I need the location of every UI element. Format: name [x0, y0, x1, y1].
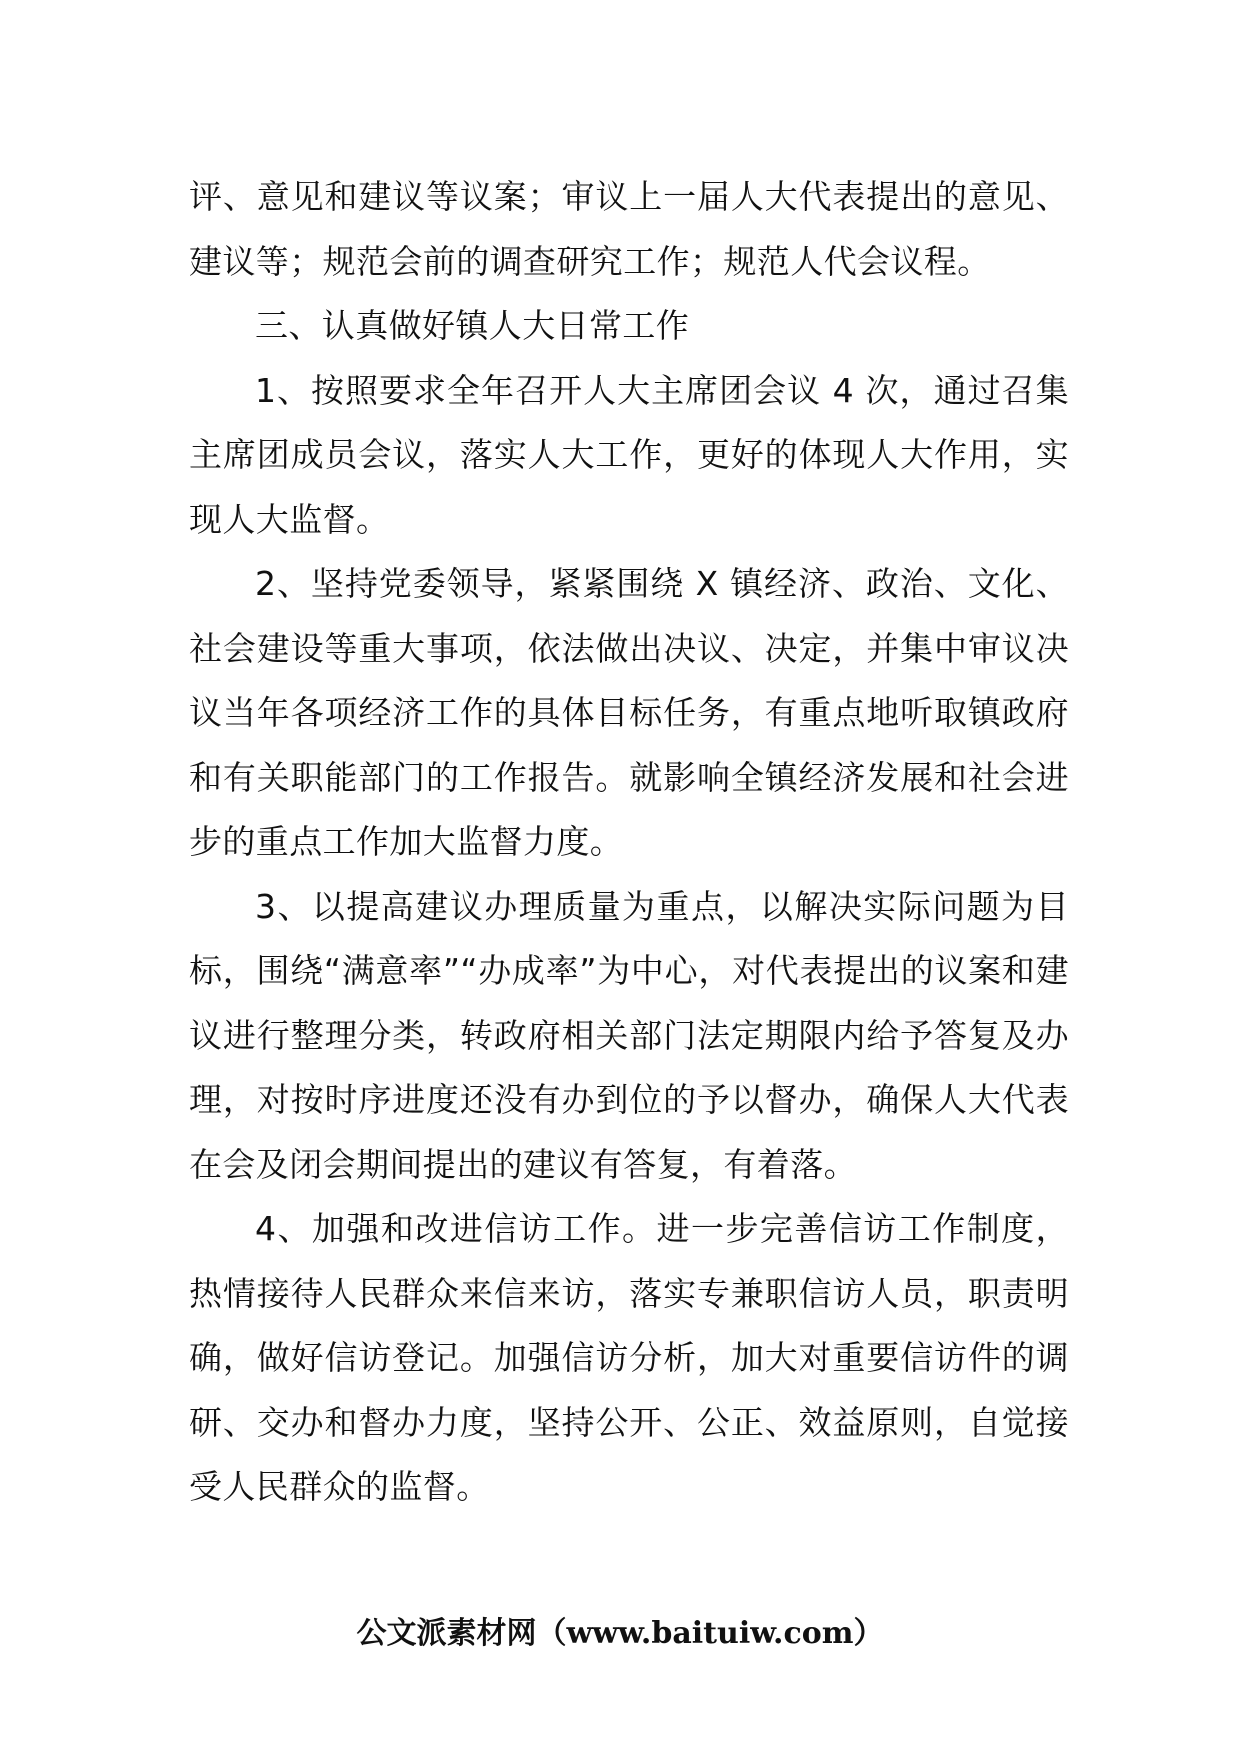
paragraph-item-4: 4、加强和改进信访工作。进一步完善信访工作制度，热情接待人民群众来信来访，落实专兼职信访人员，职责明确，做好信访登记。加强信访分析，加大对重要信访件的调研、交办和督办力度，坚持公开、公正、效益原则，自觉接受人民群众的监督。	[189, 1209, 1069, 1506]
paragraph-continuation: 评、意见和建议等议案；审议上一届人大代表提出的意见、建议等；规范会前的调查研究工作；规范人代会议程。	[189, 177, 1069, 281]
document-body	[189, 165, 1069, 1520]
section-heading: 三、认真做好镇人大日常工作	[255, 306, 690, 345]
paragraph-item-1: 1、按照要求全年召开人大主席团会议 4 次，通过召集主席团成员会议，落实人大工作，更好的体现人大作用，实现人大监督。	[189, 370, 1069, 539]
footer-watermark: 公文派素材网（www.baituiw.com）	[356, 1616, 884, 1651]
paragraph-item-2: 2、坚持党委领导，紧紧围绕 X 镇经济、政治、文化、社会建设等重大事项，依法做出决议、决定，并集中审议决议当年各项经济工作的具体目标任务，有重点地听取镇政府和有关职能部门的工作报告。就影响全镇经济发展和社会进步的重点工作加大监督力度。	[189, 564, 1069, 861]
paragraph-item-3: 3、以提高建议办理质量为重点，以解决实际问题为目标，围绕“满意率”“办成率”为中心，对代表提出的议案和建议进行整理分类，转政府相关部门法定期限内给予答复及办理，对按时序进度还没有办到位的予以督办，确保人大代表在会及闭会期间提出的建议有答复，有着落。	[189, 886, 1069, 1184]
